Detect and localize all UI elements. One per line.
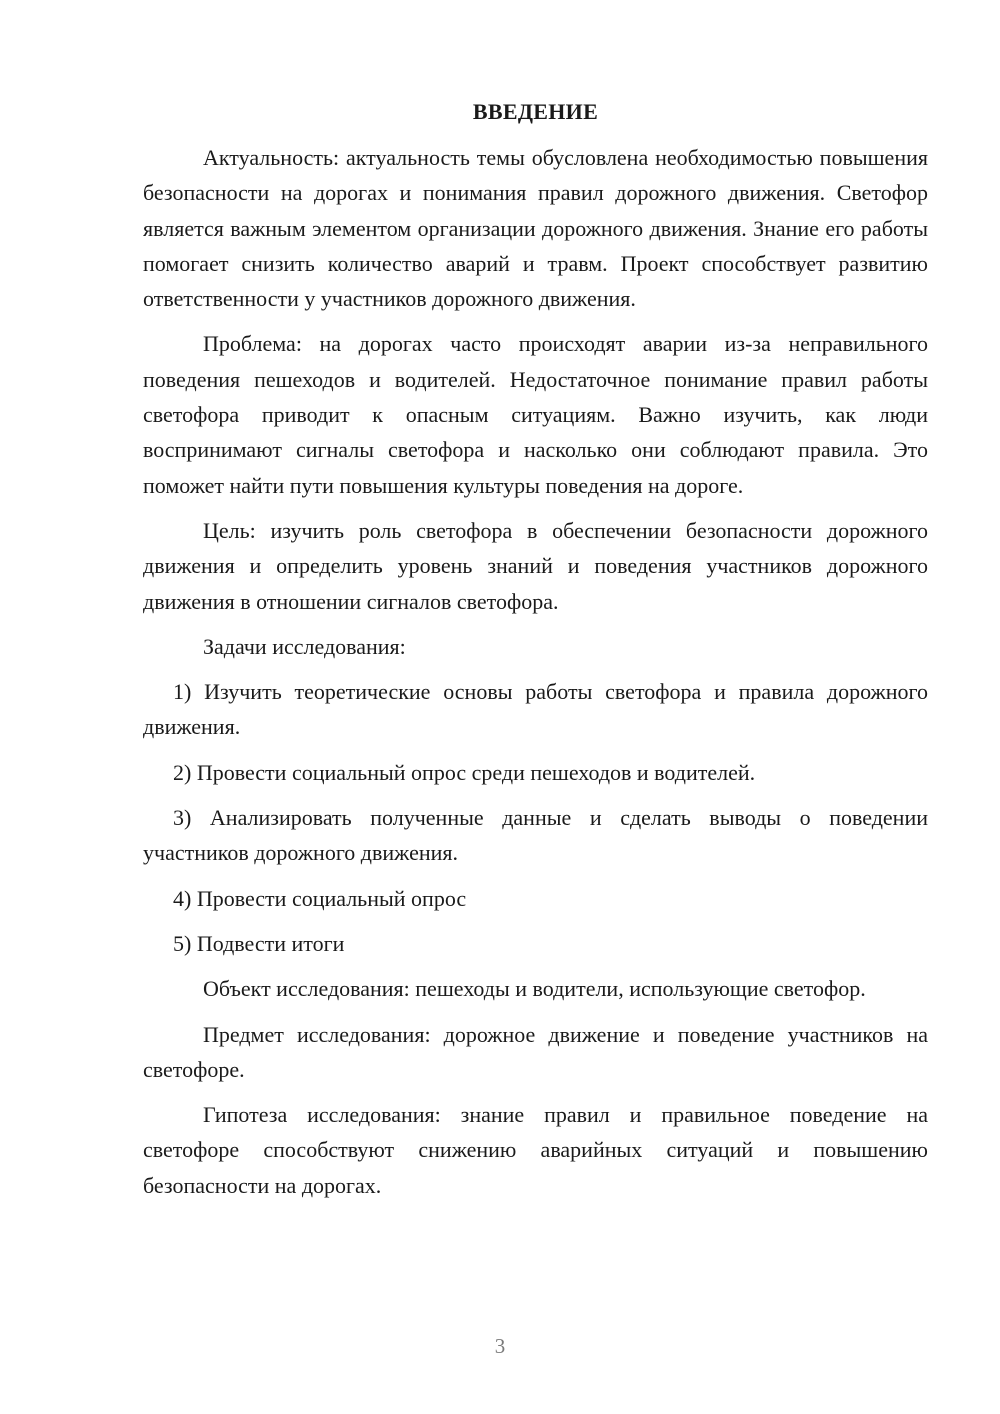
task-item: 1) Изучить теоретические основы работы светофора и правила дорожного движения. (143, 679, 928, 740)
hypothesis-paragraph: Гипотеза исследования: знание правил и правильное поведение на светофоре способствуют снижению аварийных ситуаций и повышению безопасности на дорогах. (143, 1102, 928, 1198)
page-number: 3 (494, 1334, 506, 1358)
tasks-heading: Задачи исследования: (203, 633, 406, 659)
page-title: ВВЕДЕНИЕ (472, 99, 599, 124)
relevance-paragraph: Актуальность: актуальность темы обусловлена необходимостью повышения безопасности на дорогах и понимания правил дорожного движения. Светофор является важным элементом организации дорожного движения. Знание его работы помогает снизить количество аварий и травм. Проект способствует развитию ответственности у участников дорожного движения. (143, 145, 928, 312)
task-item: 5) Подвести итоги (173, 930, 345, 956)
problem-paragraph: Проблема: на дорогах часто происходят аварии из-за неправильного поведения пешеходов и водителей. Недостаточное понимание правил работы светофора приводит к опасным ситуациям. Важно изучить, как люди воспринимают сигналы светофора и насколько они соблюдают правила. Это поможет найти пути повышения культуры поведения на дороге. (143, 331, 928, 498)
task-item: 3) Анализировать полученные данные и сделать выводы о поведении участников дорожного движения. (143, 805, 928, 866)
research-subject-paragraph: Предмет исследования: дорожное движение и поведение участников на светофоре. (143, 1021, 928, 1082)
research-object-paragraph: Объект исследования: пешеходы и водители, использующие светофор. (203, 976, 866, 1002)
task-item: 4) Провести социальный опрос (173, 885, 467, 911)
document-page (143, 96, 928, 1213)
goal-paragraph: Цель: изучить роль светофора в обеспечении безопасности дорожного движения и определить уровень знаний и поведения участников дорожного движения в отношении сигналов светофора. (143, 517, 928, 614)
task-item: 2) Провести социальный опрос среди пешеходов и водителей. (173, 759, 756, 785)
